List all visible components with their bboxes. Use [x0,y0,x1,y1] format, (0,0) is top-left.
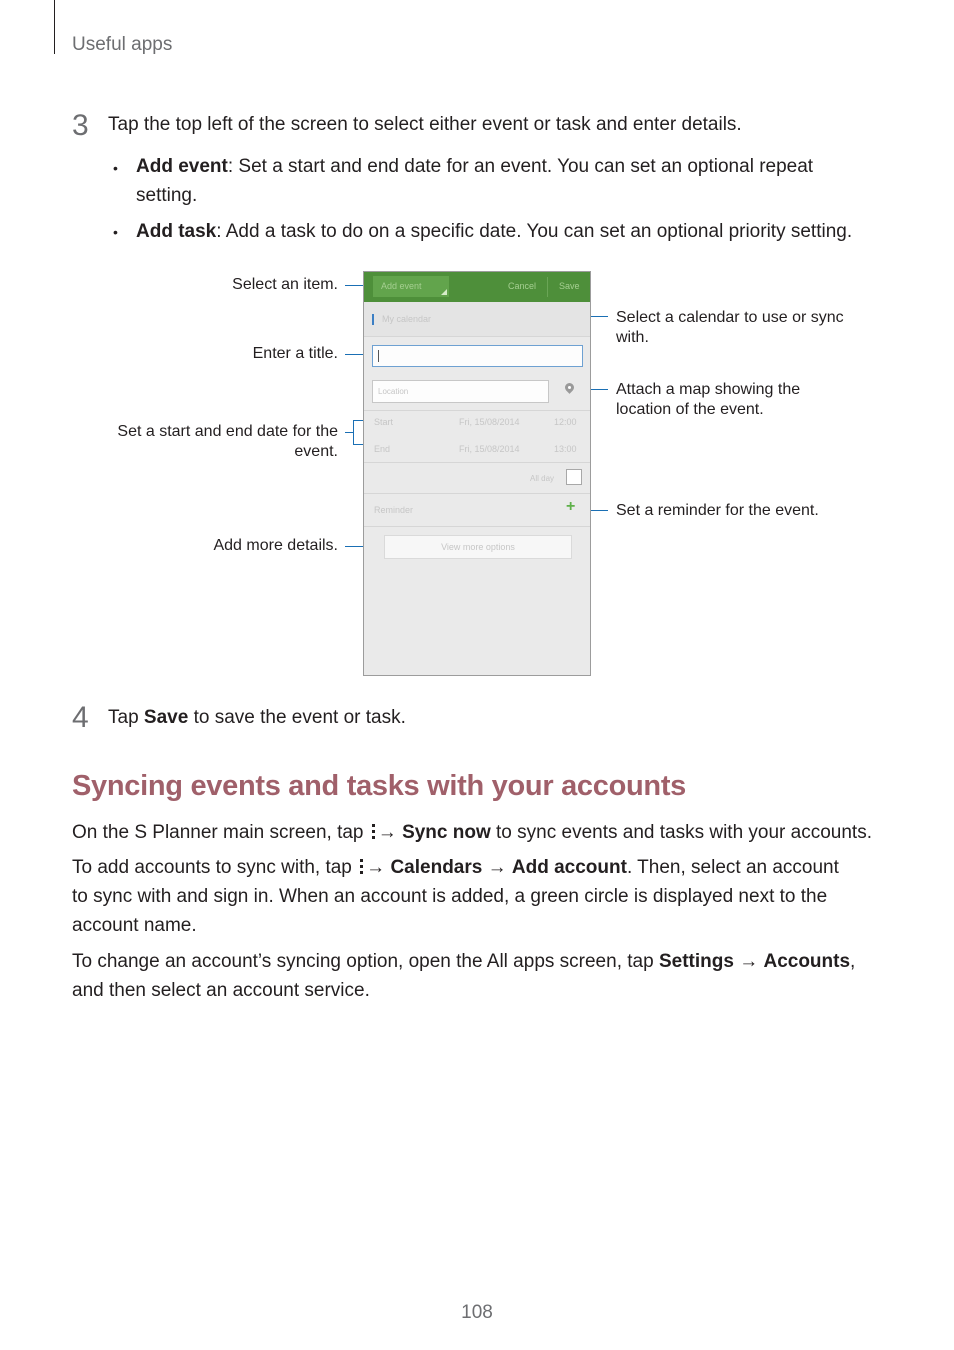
section-label: Useful apps [72,34,173,55]
paragraph-change-sync [72,947,855,1005]
end-time[interactable]: 13:00 [554,444,577,454]
step-number-3: 3 [72,109,89,142]
more-options-icon [359,858,364,876]
term-add-event: Add event [136,156,228,177]
save-button[interactable]: Save [559,281,580,291]
callout-line [345,432,353,433]
callout-select-calendar-line1: Select a calendar to use or sync [616,309,844,326]
paragraph-add-account [72,853,839,940]
bullet-marker: • [113,224,118,240]
step-4-text [108,703,406,732]
term-add-task: Add task [136,221,217,242]
view-more-options-button[interactable] [384,535,572,559]
view-more-options-label: View more options [441,542,515,552]
location-input[interactable] [372,380,549,403]
app-bar [364,272,590,302]
dropdown-triangle-icon [441,289,447,295]
bar-separator [547,277,548,297]
callout-select-calendar [616,308,844,348]
end-date[interactable]: Fri, 15/08/2014 [459,444,520,454]
step-3-text: Tap the top left of the screen to select either event or task and enter details. [108,114,742,135]
callout-set-dates [60,422,338,462]
arrow: → [739,951,759,972]
header-rule [54,0,55,54]
add-event-desc-cont: setting. [136,185,198,206]
start-label: Start [374,417,394,427]
all-day-label: All day [530,474,555,483]
callout-set-dates-line1: Set a start and end date for the [117,423,338,440]
p1-pre: On the S Planner main screen, tap [72,822,369,843]
callout-attach-map-line1: Attach a map showing the [616,381,801,398]
p3-accounts: Accounts [763,951,851,972]
step-number-4: 4 [72,701,89,734]
divider [364,526,590,527]
calendar-row[interactable] [364,302,590,336]
p1-post: to sync events and tasks with your accounts. [490,822,872,843]
item-selector[interactable] [373,276,449,297]
divider [364,462,590,463]
p2-pre: To add accounts to sync with, tap [72,857,358,878]
paragraph-sync-now [72,818,872,847]
callout-set-dates-line2: event. [294,443,338,460]
more-options-icon [371,823,376,841]
step-4-save: Save [143,707,189,728]
bullet-add-event [136,152,813,181]
p2-line1 [72,853,839,882]
phone-screenshot [363,271,591,676]
arrow: → [487,857,507,878]
calendar-name: My calendar [382,314,432,324]
add-event-desc: : Set a start and end date for an event. You can set an optional repeat [227,156,814,177]
text-cursor [378,350,379,362]
callout-bracket [353,420,354,444]
p1-sync-now: Sync now [402,822,491,843]
arrow: → [366,857,386,878]
p2-line3: account name. [72,915,197,936]
p3-line2: and then select an account service. [72,980,370,1001]
add-reminder-icon[interactable]: + [566,498,576,515]
bullet-add-task [136,217,852,246]
arrow: → [377,822,397,843]
location-placeholder: Location [378,387,409,396]
divider [364,410,590,411]
step-4-post: to save the event or task. [188,707,406,728]
divider [364,493,590,494]
callout-enter-title: Enter a title. [252,345,338,362]
item-selector-label: Add event [381,281,422,291]
p3-settings: Settings [658,951,734,972]
all-day-checkbox[interactable] [566,469,582,485]
p3-pre: To change an account’s syncing option, open the All apps screen, tap [72,951,659,972]
p3-line1 [72,947,855,976]
title-input[interactable] [372,345,583,367]
map-pin-dot [568,386,571,389]
reminder-label: Reminder [374,505,414,515]
callout-reminder: Set a reminder for the event. [616,502,819,519]
p2-line2: to sync with and sign in. When an account is added, a green circle is displayed next to the [72,886,828,907]
callout-select-calendar-line2: with. [616,329,649,346]
section-heading: Syncing events and tasks with your accounts [72,770,686,802]
add-task-desc: : Add a task to do on a specific date. You can set an optional priority setting. [216,221,853,242]
step-4-pre: Tap [108,707,144,728]
page-number: 108 [461,1302,493,1323]
p2-calendars: Calendars [390,857,483,878]
p2-post: . Then, select an account [626,857,839,878]
bullet-marker: • [113,160,118,176]
callout-attach-map [616,380,800,420]
callout-add-details: Add more details. [213,537,338,554]
end-label: End [374,444,391,454]
p2-add-account: Add account [511,857,627,878]
start-date[interactable]: Fri, 15/08/2014 [459,417,520,427]
callout-attach-map-line2: location of the event. [616,401,764,418]
calendar-color-marker [372,314,374,325]
cancel-button[interactable]: Cancel [508,281,537,291]
divider [364,336,590,337]
p3-post: , [850,951,856,972]
callout-select-item: Select an item. [232,276,338,293]
start-time[interactable]: 12:00 [554,417,577,427]
